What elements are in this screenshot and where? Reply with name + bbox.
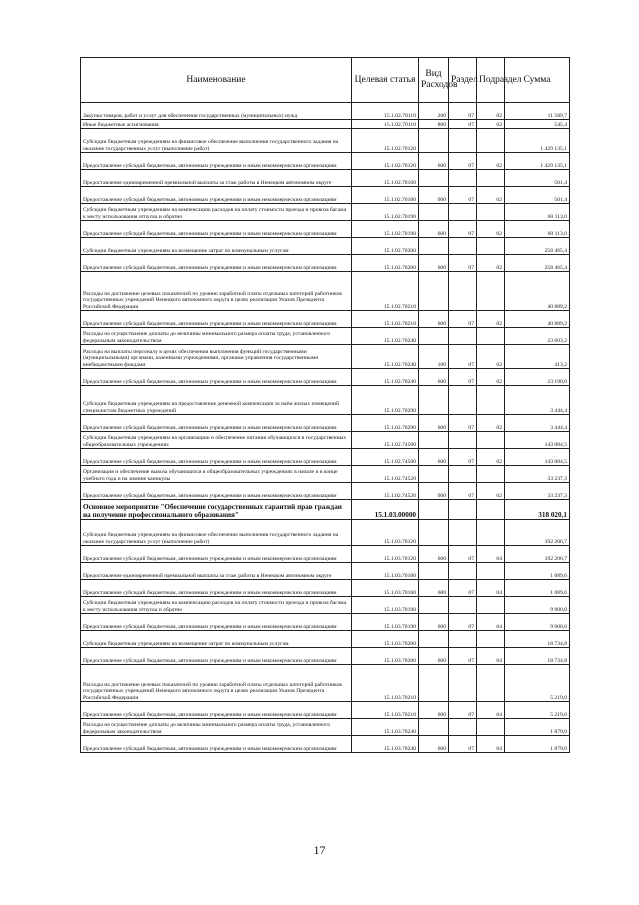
row-subsection-cell (477, 631, 505, 648)
row-name-cell: Основное мероприятие "Обеспечение государственных гарантий прав граждан на получение профессионального образования" (81, 500, 352, 520)
row-expense-type-cell: 800 (419, 120, 449, 129)
row-subsection-cell: 04 (477, 736, 505, 753)
header-sum: Сумма (505, 58, 570, 103)
table-row (81, 520, 570, 546)
row-target-article-cell: 15.1.02.70290 (352, 386, 419, 415)
table-row (81, 719, 570, 736)
row-section-cell: 07 (449, 648, 477, 665)
row-name-cell: Закупка товаров, работ и услуг для обеспечения государственных (муниципальных) нужд (81, 103, 352, 120)
row-name-cell: Субсидии бюджетным учреждениям на компенсацию расходов на оплату стоимости проезда и провоза багажа к месту использования отпуска и обратно (81, 204, 352, 221)
row-section-cell: 07 (449, 153, 477, 170)
row-name-cell: Организация и обеспечение вывоза обучающихся в общеобразовательных учреждениях в начале и в конце учебного года и на зимние каникулы (81, 466, 352, 483)
row-expense-type-cell (419, 665, 449, 702)
row-name-cell: Предоставление субсидий бюджетным, автономным учреждениям и иным некоммерческим организациям (81, 221, 352, 238)
row-expense-type-cell: 600 (419, 153, 449, 170)
row-sum-cell: 60 113,0 (505, 204, 570, 221)
table-row (81, 736, 570, 753)
row-section-cell: 07 (449, 103, 477, 120)
row-subsection-cell (477, 719, 505, 736)
table-row (81, 311, 570, 328)
row-section-cell: 07 (449, 187, 477, 204)
row-section-cell (449, 129, 477, 153)
row-section-cell: 07 (449, 614, 477, 631)
row-section-cell: 07 (449, 369, 477, 386)
row-expense-type-cell (419, 520, 449, 546)
row-subsection-cell (477, 665, 505, 702)
row-section-cell: 07 (449, 120, 477, 129)
row-target-article-cell: 15.1.02.70210 (352, 272, 419, 311)
row-sum-cell: 5 219,0 (505, 665, 570, 702)
row-subsection-cell (477, 500, 505, 520)
row-target-article-cell: 15.1.02.74500 (352, 432, 419, 449)
row-target-article-cell: 15.1.03.70200 (352, 631, 419, 648)
row-expense-type-cell (419, 432, 449, 449)
row-subsection-cell: 02 (477, 345, 505, 369)
table-row (81, 597, 570, 614)
table-body (81, 103, 570, 753)
row-target-article-cell: 15.1.02.70210 (352, 311, 419, 328)
row-name-cell: Предоставление субсидий бюджетным, автономным учреждениям и иным некоммерческим организациям (81, 736, 352, 753)
row-target-article-cell: 15.1.03.70240 (352, 719, 419, 736)
row-section-cell (449, 328, 477, 345)
row-expense-type-cell (419, 272, 449, 311)
row-expense-type-cell (419, 386, 449, 415)
row-name-cell: Субсидии бюджетным учреждениям на организацию и обеспечение питания обучающихся в государственных общеобразовательных учреждениях (81, 432, 352, 449)
row-expense-type-cell (419, 328, 449, 345)
table-row (81, 614, 570, 631)
row-name-cell: Субсидии бюджетным учреждениям на финансовое обеспечение выполнения государственного задания на оказание государственных услуг (выполнение работ) (81, 129, 352, 153)
row-subsection-cell (477, 466, 505, 483)
row-expense-type-cell (419, 563, 449, 580)
row-sum-cell: 1 089,6 (505, 563, 570, 580)
row-target-article-cell: 15.1.03.70160 (352, 580, 419, 597)
row-sum-cell: 18 734,8 (505, 648, 570, 665)
row-section-cell: 07 (449, 483, 477, 500)
header-expense-type: Вид Расходов (419, 58, 449, 103)
table-row (81, 386, 570, 415)
row-subsection-cell (477, 204, 505, 221)
table-header-row (81, 58, 570, 103)
row-expense-type-cell: 600 (419, 736, 449, 753)
row-name-cell: Предоставление субсидий бюджетным, автономным учреждениям и иным некоммерческим организациям (81, 702, 352, 719)
row-expense-type-cell (419, 597, 449, 614)
row-subsection-cell: 02 (477, 449, 505, 466)
row-sum-cell: 501,4 (505, 170, 570, 187)
row-subsection-cell: 02 (477, 255, 505, 272)
row-target-article-cell: 15.1.02.70190 (352, 204, 419, 221)
row-name-cell: Предоставление субсидий бюджетным, автономным учреждениям и иным некоммерческим организациям (81, 546, 352, 563)
row-section-cell: 07 (449, 311, 477, 328)
row-target-article-cell: 15.1.02.74500 (352, 449, 419, 466)
row-subsection-cell: 04 (477, 648, 505, 665)
table-row (81, 500, 570, 520)
row-expense-type-cell: 600 (419, 483, 449, 500)
row-target-article-cell: 15.1.03.70120 (352, 546, 419, 563)
row-target-article-cell: 15.1.02.70120 (352, 129, 419, 153)
row-name-cell: Предоставление единовременной премиальной выплаты за стаж работы в Ненецком автономном округе (81, 170, 352, 187)
row-name-cell: Расходы на выплаты персоналу в целях обеспечения выполнения функций государственными (муниципальными) органами, казенными учреждениями, органами управления государственными внебюджетными фондами (81, 345, 352, 369)
row-section-cell (449, 597, 477, 614)
row-target-article-cell: 15.1.03.70210 (352, 665, 419, 702)
row-name-cell: Предоставление субсидий бюджетным, автономным учреждениям и иным некоммерческим организациям (81, 187, 352, 204)
row-subsection-cell (477, 520, 505, 546)
row-subsection-cell: 02 (477, 221, 505, 238)
table-row (81, 648, 570, 665)
row-section-cell (449, 563, 477, 580)
row-section-cell: 07 (449, 702, 477, 719)
row-sum-cell: 3 444,4 (505, 386, 570, 415)
row-expense-type-cell (419, 129, 449, 153)
row-section-cell (449, 665, 477, 702)
table-row (81, 187, 570, 204)
row-section-cell (449, 238, 477, 255)
table-row (81, 255, 570, 272)
row-expense-type-cell: 600 (419, 648, 449, 665)
row-sum-cell: 23 190,0 (505, 369, 570, 386)
row-subsection-cell: 02 (477, 187, 505, 204)
row-name-cell: Предоставление субсидий бюджетным, автономным учреждениям и иным некоммерческим организациям (81, 483, 352, 500)
table-row (81, 546, 570, 563)
row-expense-type-cell: 600 (419, 546, 449, 563)
row-expense-type-cell (419, 719, 449, 736)
row-sum-cell: 1 879,0 (505, 719, 570, 736)
row-target-article-cell: 15.1.03.00000 (352, 500, 419, 520)
row-section-cell: 07 (449, 415, 477, 432)
row-expense-type-cell (419, 170, 449, 187)
row-section-cell: 07 (449, 449, 477, 466)
table-row (81, 170, 570, 187)
row-target-article-cell: 15.1.02.70240 (352, 328, 419, 345)
row-subsection-cell (477, 432, 505, 449)
row-subsection-cell (477, 328, 505, 345)
row-expense-type-cell: 600 (419, 614, 449, 631)
row-target-article-cell: 15.1.03.70240 (352, 736, 419, 753)
row-target-article-cell: 15.1.02.70200 (352, 238, 419, 255)
row-sum-cell: 258 465,4 (505, 238, 570, 255)
table-row (81, 432, 570, 449)
row-expense-type-cell (419, 631, 449, 648)
row-section-cell: 07 (449, 736, 477, 753)
row-section-cell (449, 719, 477, 736)
header-subsection: Подраздел (477, 58, 505, 103)
row-expense-type-cell: 600 (419, 187, 449, 204)
row-expense-type-cell (419, 500, 449, 520)
row-name-cell: Предоставление субсидий бюджетным, автономным учреждениям и иным некоммерческим организациям (81, 311, 352, 328)
row-sum-cell: 318 020,1 (505, 500, 570, 520)
row-sum-cell: 33 237,3 (505, 466, 570, 483)
row-section-cell (449, 432, 477, 449)
row-target-article-cell: 15.1.02.70120 (352, 153, 419, 170)
table-row (81, 221, 570, 238)
page-number: 17 (313, 843, 326, 857)
row-subsection-cell: 02 (477, 103, 505, 120)
row-name-cell: Предоставление субсидий бюджетным, автономным учреждениям и иным некоммерческим организациям (81, 369, 352, 386)
row-subsection-cell (477, 272, 505, 311)
row-sum-cell: 18 734,8 (505, 631, 570, 648)
row-target-article-cell: 15.1.02.70110 (352, 120, 419, 129)
row-section-cell (449, 520, 477, 546)
row-section-cell (449, 204, 477, 221)
row-target-article-cell: 15.1.02.74520 (352, 483, 419, 500)
row-sum-cell: 545,4 (505, 120, 570, 129)
row-sum-cell: 1 879,0 (505, 736, 570, 753)
row-sum-cell: 192 206,7 (505, 546, 570, 563)
row-name-cell: Субсидии бюджетным учреждениям на компенсацию расходов на оплату стоимости проезда и провоза багажа к месту использования отпуска и обратно (81, 597, 352, 614)
row-name-cell: Субсидии бюджетным учреждениям на возмещение затрат по коммунальным услугам (81, 631, 352, 648)
table-row (81, 328, 570, 345)
table-row (81, 466, 570, 483)
table-row (81, 580, 570, 597)
row-name-cell: Предоставление субсидий бюджетным, автономным учреждениям и иным некоммерческим организациям (81, 648, 352, 665)
row-sum-cell: 40 889,2 (505, 311, 570, 328)
row-sum-cell: 23 603,2 (505, 328, 570, 345)
row-target-article-cell: 15.1.03.70200 (352, 648, 419, 665)
row-target-article-cell: 15.1.02.70240 (352, 369, 419, 386)
row-section-cell: 07 (449, 546, 477, 563)
row-section-cell (449, 500, 477, 520)
row-name-cell: Субсидии бюджетным учреждениям на финансовое обеспечение выполнения государственного задания на оказание государственных услуг (выполнение работ) (81, 520, 352, 546)
row-sum-cell: 1 089,6 (505, 580, 570, 597)
table-row (81, 129, 570, 153)
row-sum-cell: 413,2 (505, 345, 570, 369)
header-target-article: Целевая статья (352, 58, 419, 103)
row-subsection-cell (477, 597, 505, 614)
row-subsection-cell: 02 (477, 483, 505, 500)
row-expense-type-cell (419, 466, 449, 483)
row-sum-cell: 258 465,4 (505, 255, 570, 272)
row-name-cell: Предоставление субсидий бюджетным, автономным учреждениям и иным некоммерческим организациям (81, 580, 352, 597)
row-section-cell: 07 (449, 345, 477, 369)
row-name-cell: Субсидии бюджетным учреждениям на предоставление денежной компенсации за наём жилых помещений специалистам бюджетных учреждений (81, 386, 352, 415)
row-section-cell: 07 (449, 580, 477, 597)
row-expense-type-cell: 600 (419, 415, 449, 432)
row-section-cell (449, 386, 477, 415)
row-section-cell: 07 (449, 221, 477, 238)
row-subsection-cell (477, 563, 505, 580)
row-name-cell: Предоставление субсидий бюджетным, автономным учреждениям и иным некоммерческим организациям (81, 415, 352, 432)
row-subsection-cell: 04 (477, 580, 505, 597)
table-row (81, 272, 570, 311)
row-expense-type-cell: 200 (419, 103, 449, 120)
row-expense-type-cell: 100 (419, 345, 449, 369)
row-target-article-cell: 15.1.02.70290 (352, 415, 419, 432)
table-row (81, 483, 570, 500)
row-target-article-cell: 15.1.02.70240 (352, 345, 419, 369)
row-name-cell: Расходы на достижение целевых показателей по уровню заработной платы отдельных категорий работников государственных учреждений Ненецкого автономного округа в целях реализации Указов Президента Российской Федерации (81, 272, 352, 311)
row-section-cell: 07 (449, 255, 477, 272)
row-sum-cell: 11 589,7 (505, 103, 570, 120)
row-subsection-cell: 04 (477, 702, 505, 719)
row-name-cell: Расходы на осуществление доплаты до величины минимального размера оплаты труда, установленного федеральным законодательством (81, 328, 352, 345)
row-expense-type-cell: 600 (419, 369, 449, 386)
row-sum-cell: 501,4 (505, 187, 570, 204)
row-expense-type-cell (419, 238, 449, 255)
row-expense-type-cell: 600 (419, 255, 449, 272)
row-expense-type-cell: 600 (419, 221, 449, 238)
budget-table (80, 57, 570, 753)
row-subsection-cell: 04 (477, 614, 505, 631)
row-name-cell: Расходы на достижение целевых показателей по уровню заработной платы отдельных категорий работников государственных учреждений Ненецкого автономного округа в целях реализации Указов Президента Российской Федерации (81, 665, 352, 702)
row-name-cell: Субсидии бюджетным учреждениям на возмещение затрат по коммунальным услугам (81, 238, 352, 255)
row-target-article-cell: 15.1.02.70190 (352, 221, 419, 238)
row-target-article-cell: 15.1.03.70190 (352, 597, 419, 614)
row-sum-cell: 192 206,7 (505, 520, 570, 546)
row-subsection-cell: 02 (477, 153, 505, 170)
row-target-article-cell: 15.1.03.70120 (352, 520, 419, 546)
row-target-article-cell: 15.1.02.70160 (352, 187, 419, 204)
row-name-cell: Предоставление субсидий бюджетным, автономным учреждениям и иным некоммерческим организациям (81, 153, 352, 170)
row-sum-cell: 40 889,2 (505, 272, 570, 311)
row-sum-cell: 9 900,0 (505, 597, 570, 614)
row-sum-cell: 33 237,3 (505, 483, 570, 500)
row-subsection-cell: 02 (477, 120, 505, 129)
row-name-cell: Предоставление субсидий бюджетным, автономным учреждениям и иным некоммерческим организациям (81, 255, 352, 272)
row-target-article-cell: 15.1.03.70160 (352, 563, 419, 580)
table-row (81, 631, 570, 648)
row-expense-type-cell: 600 (419, 449, 449, 466)
table-row (81, 103, 570, 120)
row-section-cell (449, 466, 477, 483)
table-row (81, 345, 570, 369)
row-sum-cell: 143 084,5 (505, 432, 570, 449)
row-name-cell: Предоставление единовременной премиальной выплаты за стаж работы в Ненецком автономном округе (81, 563, 352, 580)
row-section-cell (449, 631, 477, 648)
table-row (81, 415, 570, 432)
row-sum-cell: 3 444,4 (505, 415, 570, 432)
row-sum-cell: 1 429 135,1 (505, 153, 570, 170)
row-sum-cell: 1 429 135,1 (505, 129, 570, 153)
table-row (81, 702, 570, 719)
row-subsection-cell (477, 129, 505, 153)
row-subsection-cell (477, 170, 505, 187)
row-target-article-cell: 15.1.03.70210 (352, 702, 419, 719)
row-target-article-cell: 15.1.02.74520 (352, 466, 419, 483)
row-expense-type-cell: 600 (419, 580, 449, 597)
row-expense-type-cell (419, 204, 449, 221)
row-name-cell: Предоставление субсидий бюджетным, автономным учреждениям и иным некоммерческим организациям (81, 449, 352, 466)
table-row (81, 238, 570, 255)
row-name-cell: Предоставление субсидий бюджетным, автономным учреждениям и иным некоммерческим организациям (81, 614, 352, 631)
table-row (81, 369, 570, 386)
table-row (81, 563, 570, 580)
row-name-cell: Иные бюджетные ассигнования (81, 120, 352, 129)
row-target-article-cell: 15.1.03.70190 (352, 614, 419, 631)
row-target-article-cell: 15.1.02.70200 (352, 255, 419, 272)
row-sum-cell: 9 900,0 (505, 614, 570, 631)
table-row (81, 665, 570, 702)
table-row (81, 153, 570, 170)
row-subsection-cell (477, 386, 505, 415)
row-subsection-cell: 02 (477, 369, 505, 386)
row-sum-cell: 60 113,0 (505, 221, 570, 238)
row-target-article-cell: 15.1.02.70160 (352, 170, 419, 187)
row-name-cell: Расходы на осуществление доплаты до величины минимального размера оплаты труда, установленного федеральным законодательством (81, 719, 352, 736)
row-subsection-cell (477, 238, 505, 255)
row-section-cell (449, 272, 477, 311)
table-row (81, 120, 570, 129)
row-expense-type-cell: 600 (419, 311, 449, 328)
row-subsection-cell: 02 (477, 311, 505, 328)
row-section-cell (449, 170, 477, 187)
row-subsection-cell: 04 (477, 546, 505, 563)
header-section: Раздел (449, 58, 477, 103)
header-name: Наименование (81, 58, 352, 103)
row-sum-cell: 5 219,0 (505, 702, 570, 719)
row-subsection-cell: 02 (477, 415, 505, 432)
row-sum-cell: 143 084,5 (505, 449, 570, 466)
table-row (81, 204, 570, 221)
row-target-article-cell: 15.1.02.70110 (352, 103, 419, 120)
row-expense-type-cell: 600 (419, 702, 449, 719)
table-row (81, 449, 570, 466)
